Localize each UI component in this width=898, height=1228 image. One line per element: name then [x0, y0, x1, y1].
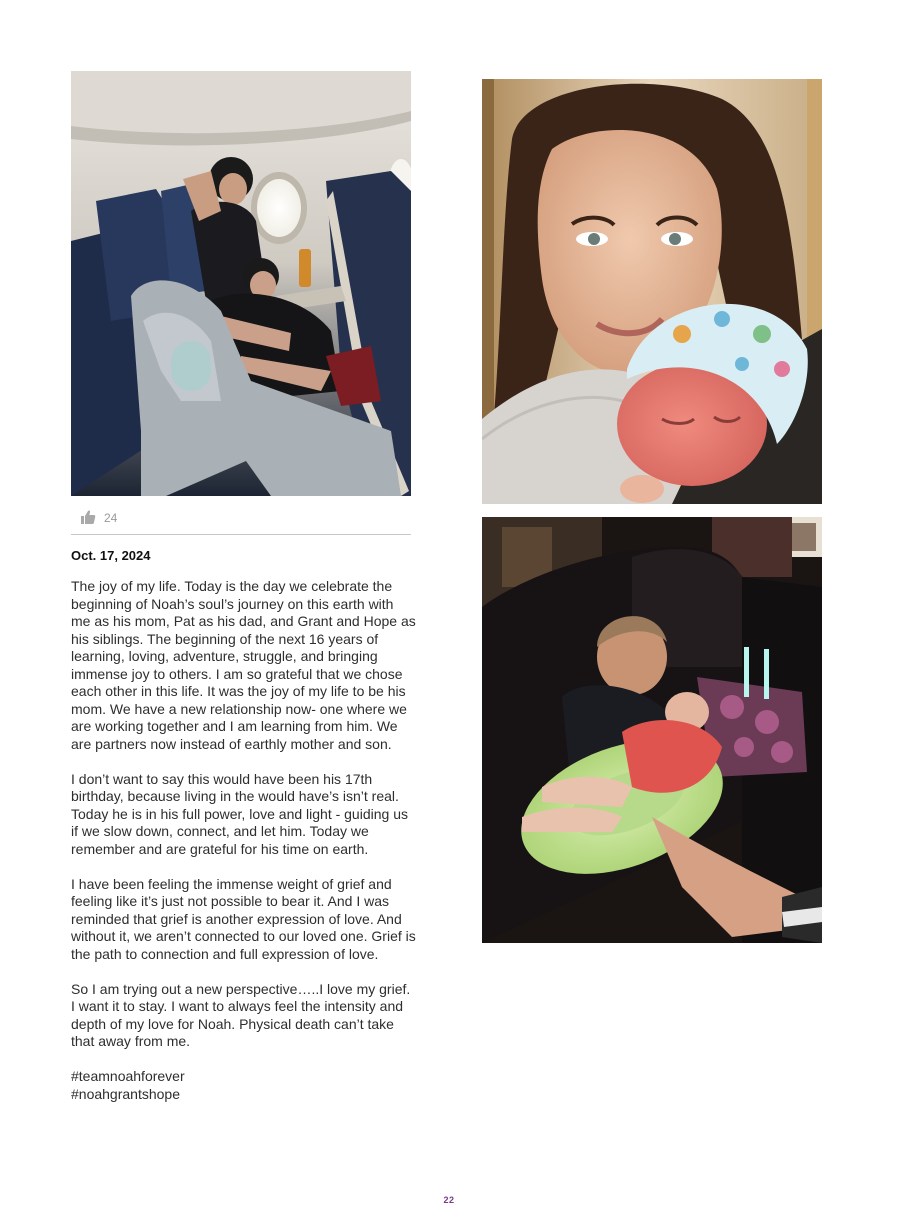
paragraph: The joy of my life. Today is the day we celebrate the beginning of Noah’s soul’s journey on this earth with me as his mom, Pat as his dad, and Grant and Hope as his siblings. The beginning of the next 16 years of learning, loving, adventure, struggle, and bringing immense joy to others. I am so grateful that we chose each other in this life. It was the joy of my life to be his mom. We have a new relationship now- one where we are working together and I am learning from him. We are partners now instead of earthly mother and son.	[71, 578, 416, 752]
paragraph: I don’t want to say this would have been his 17th birthday, because living in the would have’s isn’t real. Today he is in his full power, love and light - guiding us if we slow down, connect, and let him. Today we remember and are grateful for his time on earth.	[71, 770, 408, 857]
paragraph: So I am trying out a new perspective…..I love my grief. I want it to stay. I want to always feel the intensity and depth of my love for Noah. Physical death can’t take that away from me.	[71, 980, 411, 1049]
page-number: 22	[443, 1195, 455, 1205]
post-date: Oct. 17, 2024	[71, 548, 151, 563]
thumbs-up-icon[interactable]	[80, 509, 96, 528]
photo-airplane-teens	[71, 71, 411, 496]
post-body	[71, 578, 416, 1103]
hashtags	[71, 1068, 416, 1103]
photo-mother-newborn	[482, 79, 822, 504]
hashtag[interactable]: #teamnoahforever	[71, 1068, 185, 1084]
hashtag[interactable]: #noahgrantshope	[71, 1085, 180, 1102]
like-count: 24	[104, 511, 118, 525]
likes-row	[80, 509, 117, 527]
divider	[71, 534, 411, 535]
photo-brother-baby-sister	[482, 517, 822, 943]
paragraph: I have been feeling the immense weight of grief and feeling like it’s just not possible to bear it. And I was reminded that grief is another expression of love. And without it, we aren’t connected to our loved one. Grief is the path to connection and full expression of love.	[71, 875, 416, 962]
